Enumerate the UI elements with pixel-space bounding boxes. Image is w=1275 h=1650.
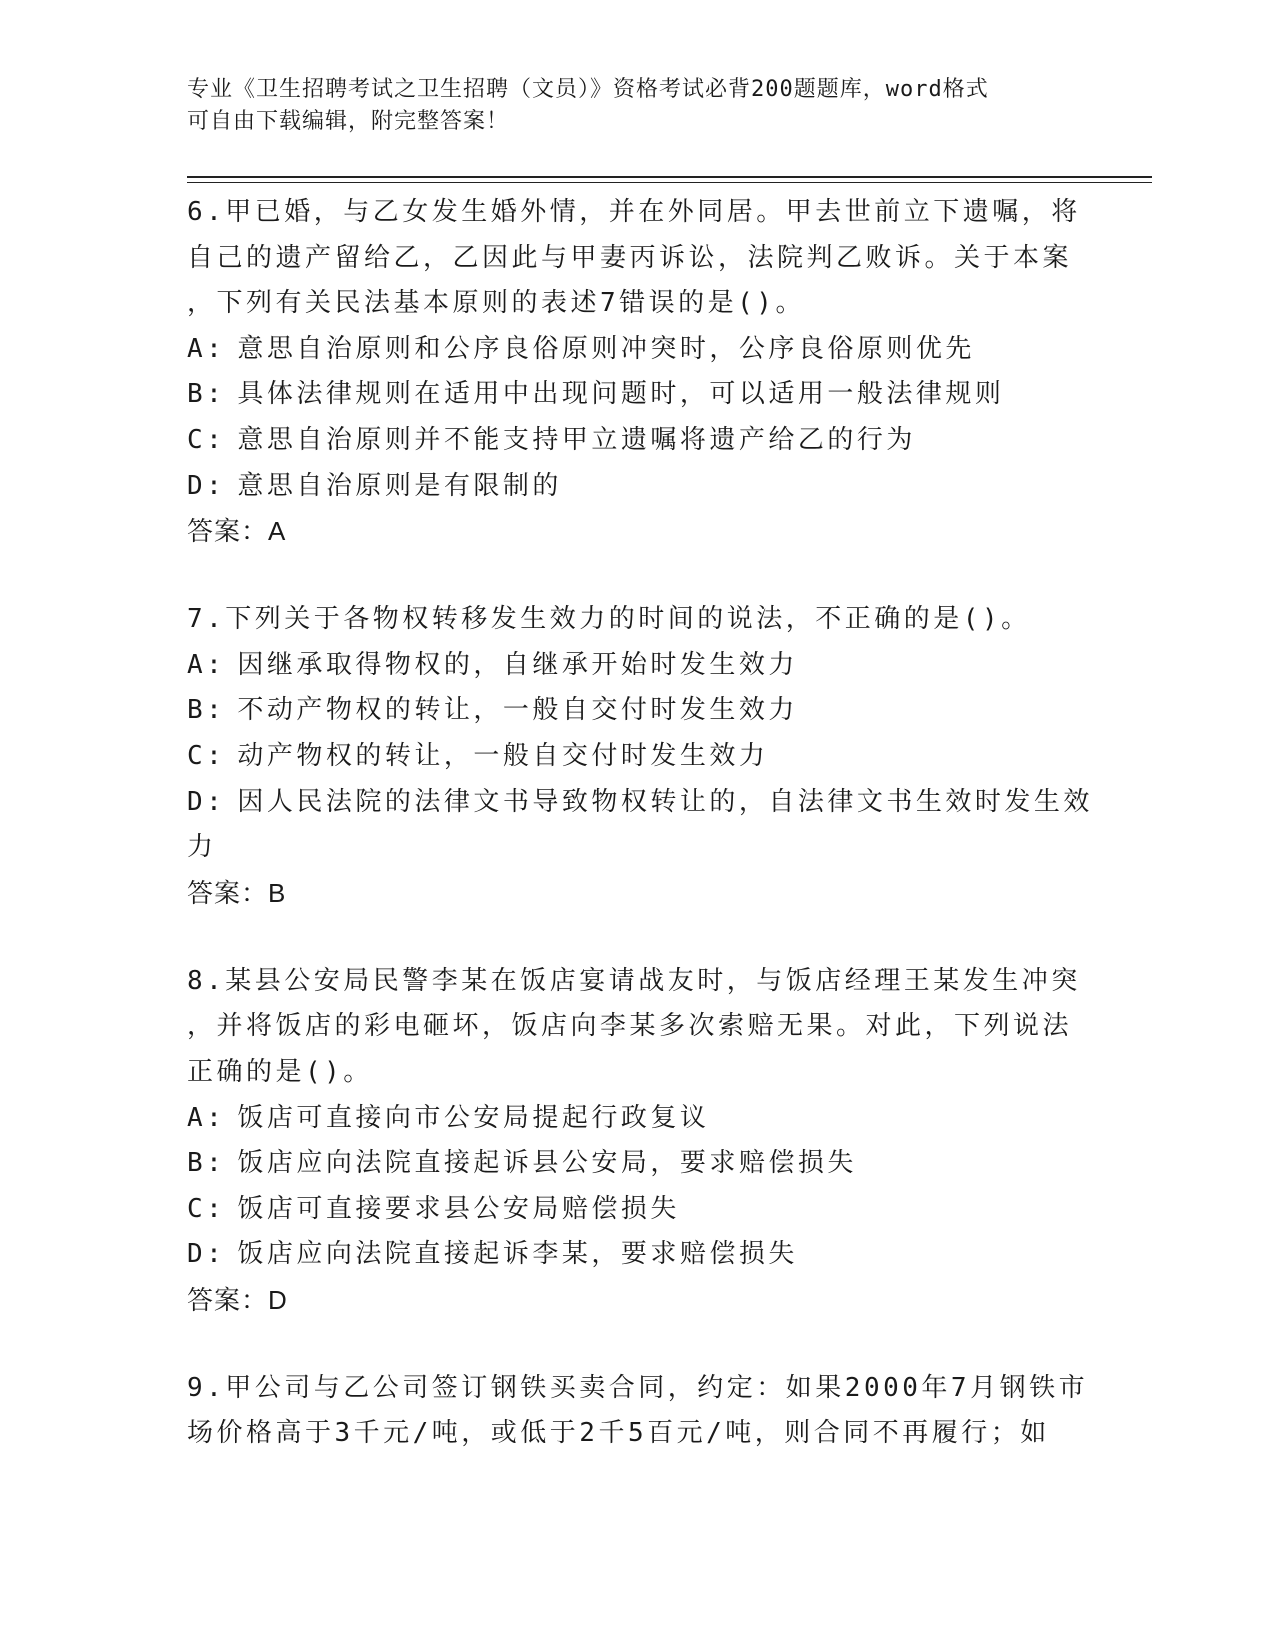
header-rule-thick xyxy=(187,176,1152,178)
header-line-2: 可自由下载编辑，附完整答案！ xyxy=(187,109,510,134)
option-line xyxy=(187,825,1087,871)
question-item xyxy=(187,597,1093,916)
option-text: 意思自治原则和公序良俗原则冲突时，公序良俗原则优先 xyxy=(237,333,975,364)
option-line xyxy=(187,1187,1087,1233)
option-text: 意思自治原则并不能支持甲立遗嘱将遗产给乙的行为 xyxy=(237,424,916,455)
question-stem-line: 9.甲公司与乙公司签订钢铁买卖合同，约定：如果2000年7月钢铁市 xyxy=(187,1372,1089,1403)
question-stem-line: 7.下列关于各物权转移发生效力的时间的说法，不正确的是()。 xyxy=(187,604,1031,635)
option-line xyxy=(187,780,1093,826)
option-text: 不动产物权的转让，一般自交付时发生效力 xyxy=(237,695,798,726)
question-item xyxy=(187,190,1087,554)
option-text: 因继承取得物权的，自继承开始时发生效力 xyxy=(237,649,798,680)
question-stem-line: ，并将饭店的彩电砸坏，饭店向李某多次索赔无果。对此，下列说法 xyxy=(187,1011,1073,1042)
answer-label: 答案：B xyxy=(187,877,287,908)
question-stem-line: 场价格高于3千元/吨，或低于2千5百元/吨，则合同不再履行；如 xyxy=(187,1418,1050,1449)
question-stem-line: 自己的遗产留给乙，乙因此与甲妻丙诉讼，法院判乙败诉。关于本案 xyxy=(187,242,1073,273)
option-text: 饭店应向法院直接起诉李某，要求赔偿损失 xyxy=(237,1239,798,1270)
option-letter: D: xyxy=(187,1239,226,1270)
question-list xyxy=(187,190,1093,1500)
option-line xyxy=(187,1141,1087,1187)
question-stem-line: ，下列有关民法基本原则的表述7错误的是()。 xyxy=(187,288,805,319)
option-letter: D: xyxy=(187,786,226,817)
option-letter: B: xyxy=(187,379,226,410)
option-text: 饭店可直接向市公安局提起行政复议 xyxy=(237,1102,710,1133)
option-letter: C: xyxy=(187,1193,226,1224)
option-text: 因人民法院的法律文书导致物权转让的，自法律文书生效时发生效 xyxy=(237,786,1093,817)
option-letter: C: xyxy=(187,424,226,455)
option-line xyxy=(187,372,1087,418)
option-line xyxy=(187,734,1087,780)
option-letter: A: xyxy=(187,1102,226,1133)
option-letter: B: xyxy=(187,1148,226,1179)
option-letter: D: xyxy=(187,470,226,501)
question-stem-line: 6.甲已婚，与乙女发生婚外情，并在外同居。甲去世前立下遗嘱，将 xyxy=(187,197,1081,227)
option-line xyxy=(187,1232,1087,1278)
answer-label: 答案：D xyxy=(187,1284,288,1315)
option-line xyxy=(187,418,1087,464)
option-text: 意思自治原则是有限制的 xyxy=(237,470,562,501)
option-text: 饭店可直接要求县公安局赔偿损失 xyxy=(237,1193,680,1224)
option-line xyxy=(187,327,1087,373)
option-letter: A: xyxy=(187,333,226,364)
option-letter: B: xyxy=(187,695,226,726)
question-stem-line: 8.某县公安局民警李某在饭店宴请战友时，与饭店经理王某发生冲突 xyxy=(187,965,1081,996)
header-line-1: 专业《卫生招聘考试之卫生招聘（文员）》资格考试必背200题题库，word格式 xyxy=(187,77,989,102)
option-text: 力 xyxy=(187,832,217,863)
option-text: 饭店应向法院直接起诉县公安局，要求赔偿损失 xyxy=(237,1148,857,1179)
option-line xyxy=(187,643,1087,689)
option-line xyxy=(187,688,1087,734)
header-rule-thin xyxy=(187,182,1152,183)
option-text: 动产物权的转让，一般自交付时发生效力 xyxy=(237,740,769,771)
answer-label: 答案：A xyxy=(187,516,287,547)
option-text: 具体法律规则在适用中出现问题时，可以适用一般法律规则 xyxy=(237,379,1005,410)
document-header xyxy=(187,74,1067,138)
question-item xyxy=(187,1366,1087,1457)
option-line xyxy=(187,464,1087,510)
option-letter: C: xyxy=(187,740,226,771)
question-item xyxy=(187,959,1087,1323)
question-stem-line: 正确的是()。 xyxy=(187,1056,373,1087)
option-letter: A: xyxy=(187,649,226,680)
option-line xyxy=(187,1096,1087,1142)
